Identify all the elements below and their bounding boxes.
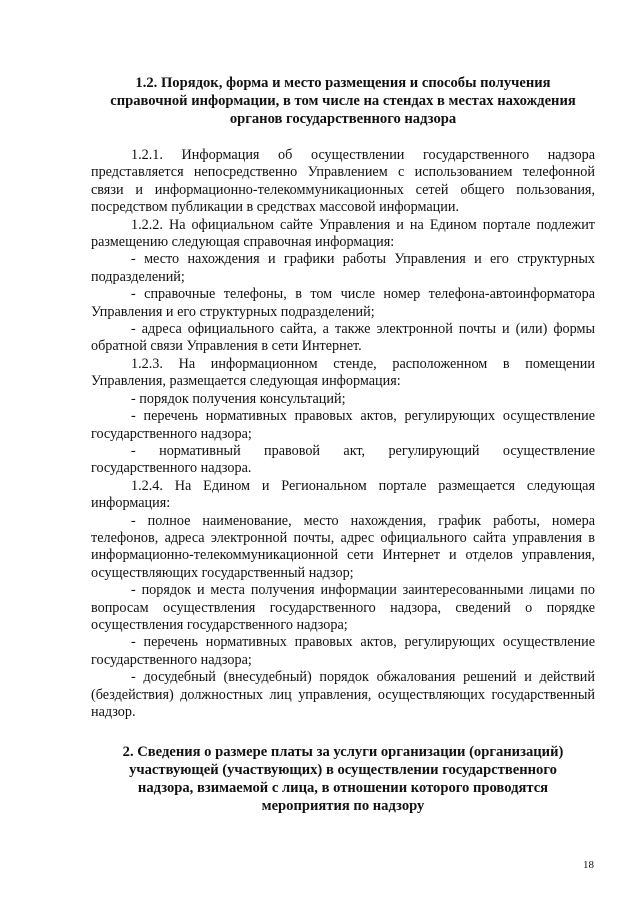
heading-line: справочной информации, в том числе на стендах в местах нахождения xyxy=(110,93,576,109)
paragraph-1-2-1: 1.2.1. Информация об осуществлении государственного надзора представляется непосредственно Управлением с использованием телефонной связи и информационно-телекоммуникационных сетей общего пользования, посредством публикации в средствах массовой информации. xyxy=(91,147,595,216)
list-item: - место нахождения и графики работы Управления и его структурных подразделений; xyxy=(91,251,595,285)
list-item: - адреса официального сайта, а также электронной почты и (или) формы обратной связи Управления в сети Интернет. xyxy=(91,321,595,355)
paragraph-1-2-4: 1.2.4. На Едином и Региональном портале размещается следующая информация: xyxy=(91,477,595,512)
heading-line: мероприятия по надзору xyxy=(261,798,425,815)
paragraph-1-2-3: 1.2.3. На информационном стенде, расположенном в помещении Управления, размещается следующая информация: xyxy=(91,355,595,390)
list-item: - досудебный (внесудебный) порядок обжалования решений и действий (бездействия) должностных лиц управления, осуществляющих государственный надзор. xyxy=(91,669,595,720)
list-item: - перечень нормативных правовых актов, регулирующих осуществление государственного надзора; xyxy=(91,634,595,668)
list-item: - перечень нормативных правовых актов, регулирующих осуществление государственного надзора; xyxy=(91,408,595,442)
section-2-heading xyxy=(91,743,595,815)
page-number: 18 xyxy=(583,859,594,871)
list-item: - нормативный правовой акт, регулирующий осуществление государственного надзора. xyxy=(91,442,595,477)
list-item: - порядок получения консультаций; xyxy=(131,390,346,407)
heading-line: органов государственного надзора xyxy=(229,111,457,127)
heading-line: участвующей (участвующих) в осуществлении государственного xyxy=(129,762,557,779)
section-1-2-body xyxy=(91,147,595,721)
heading-line: 1.2. Порядок, форма и место размещения и способы получения xyxy=(135,75,551,91)
heading-line: 2. Сведения о размере платы за услуги организации (организаций) xyxy=(122,744,564,761)
list-item: - полное наименование, место нахождения, график работы, номера телефонов, адреса электронной почты, адрес официального сайта управления в информационно-телекоммуникационной сети Интернет и отделов управления, осуществляющих государственный надзор; xyxy=(91,512,595,581)
document-page xyxy=(91,74,595,815)
heading-line: надзора, взимаемой с лица, в отношении которого проводятся xyxy=(137,780,549,797)
paragraph-1-2-2: 1.2.2. На официальном сайте Управления и на Едином портале подлежит размещению следующая справочная информация: xyxy=(91,216,595,251)
list-item: - справочные телефоны, в том числе номер телефона-автоинформатора Управления и его структурных подразделений; xyxy=(91,286,595,320)
section-1-2-heading xyxy=(91,74,595,128)
list-item: - порядок и места получения информации заинтересованными лицами по вопросам осуществления государственного надзора, сведений о порядке осуществления государственного надзора; xyxy=(91,582,595,633)
